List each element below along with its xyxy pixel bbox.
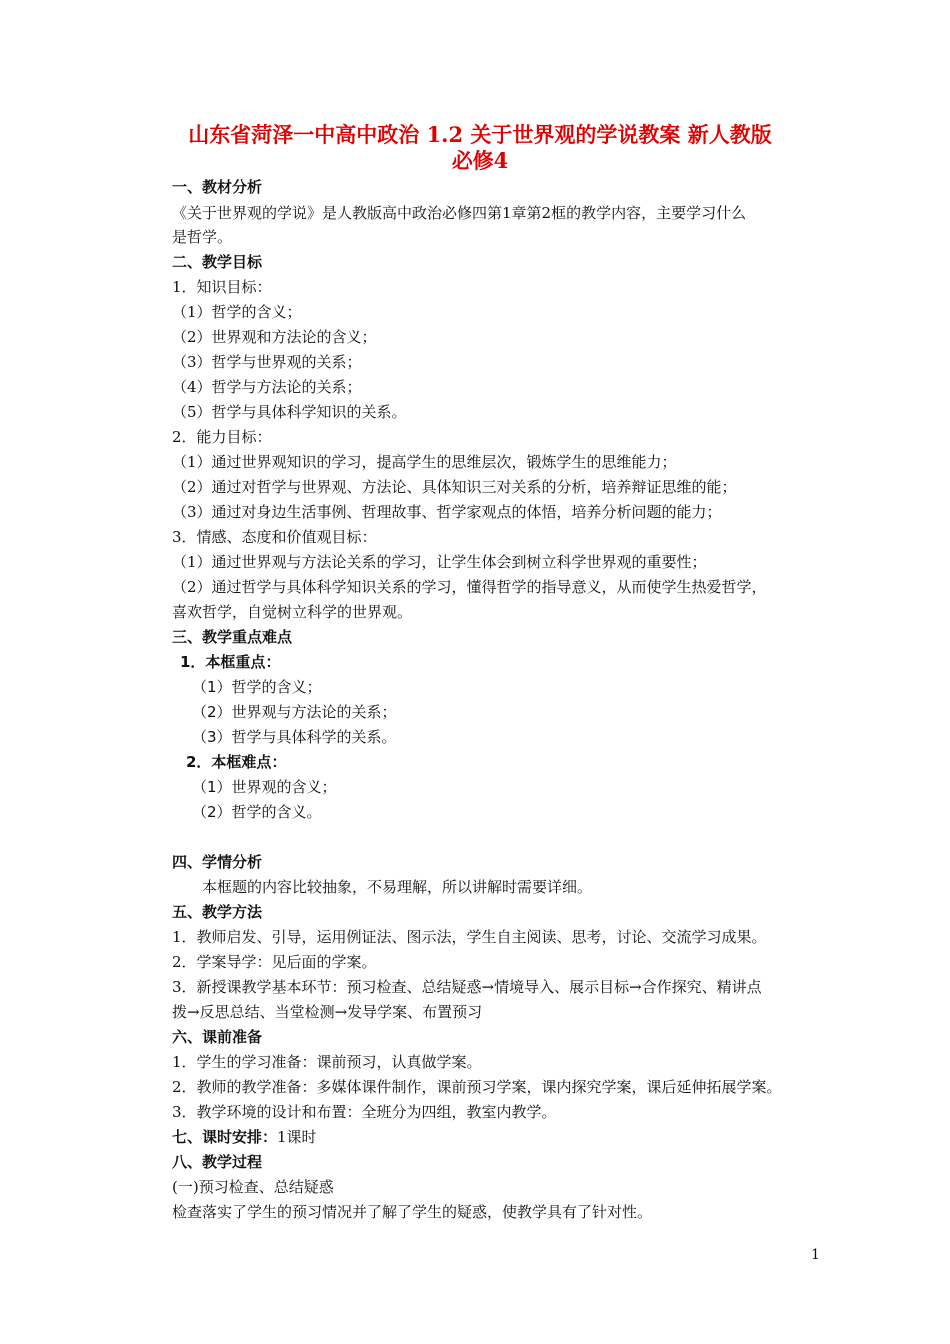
section-heading-teaching-goals: 二、教学目标	[172, 253, 263, 271]
subheading: 3．情感、态度和价值观目标：	[172, 528, 377, 546]
paragraph: 1．教师启发、引导，运用例证法、图示法，学生自主阅读、思考，讨论、交流学习成果。	[172, 928, 767, 946]
section-heading-teaching-methods: 五、教学方法	[172, 903, 263, 921]
paragraph: 2．学案导学：见后面的学案。	[172, 953, 377, 971]
paragraph: 《关于世界观的学说》是人教版高中政治必修四第1章第2框的教学内容，主要学习什么	[172, 204, 747, 222]
list-item: （2）通过哲学与具体科学知识关系的学习，懂得哲学的指导意义，从而使学生热爱哲学，	[172, 578, 767, 596]
paragraph: 本框题的内容比较抽象，不易理解，所以讲解时需要详细。	[202, 878, 593, 896]
section-heading-teaching-process: 八、教学过程	[172, 1153, 263, 1171]
paragraph: 1．学生的学习准备：课前预习，认真做学案。	[172, 1053, 482, 1071]
list-item: （5）哲学与具体科学知识的关系。	[172, 403, 407, 421]
section-heading-key-points: 三、教学重点难点	[172, 628, 293, 646]
subheading: 2．本框难点：	[186, 753, 287, 771]
paragraph: 2．教师的教学准备：多媒体课件制作，课前预习学案，课内探究学案，课后延伸拓展学案。	[172, 1078, 782, 1096]
list-item: （1）哲学的含义；	[192, 678, 322, 696]
list-item: （3）哲学与具体科学的关系。	[192, 728, 397, 746]
page-number: 1	[811, 1247, 820, 1263]
list-item: （1）哲学的含义；	[172, 303, 302, 321]
subheading: 1．知识目标：	[172, 278, 272, 296]
subheading: 1．本框重点：	[180, 653, 281, 671]
list-item: （1）通过世界观知识的学习，提高学生的思维层次，锻炼学生的思维能力；	[172, 453, 677, 471]
paragraph: 3．新授课教学基本环节：预习检查、总结疑惑→情境导入、展示目标→合作探究、精讲点	[172, 978, 762, 996]
list-item-continued: 喜欢哲学，自觉树立科学的世界观。	[172, 603, 413, 621]
class-hours-line	[172, 1127, 317, 1147]
list-item: （3）哲学与世界观的关系；	[172, 353, 362, 371]
list-item: （4）哲学与方法论的关系；	[172, 378, 362, 396]
subheading: 2．能力目标：	[172, 428, 272, 446]
paragraph: 是哲学。	[172, 228, 233, 246]
paragraph: 3．教学环境的设计和布置：全班分为四组，教室内教学。	[172, 1103, 557, 1121]
class-hours-value: 1课时	[277, 1128, 317, 1146]
paragraph: 检查落实了学生的预习情况并了解了学生的疑惑，使教学具有了针对性。	[172, 1203, 653, 1221]
list-item: （1）世界观的含义；	[192, 778, 337, 796]
list-item: （1）通过世界观与方法论关系的学习，让学生体会到树立科学世界观的重要性；	[172, 553, 707, 571]
document-title-continued: 必修4	[451, 148, 509, 173]
list-item: （2）世界观和方法论的含义；	[172, 328, 377, 346]
list-item: （2）世界观与方法论的关系；	[192, 703, 397, 721]
list-item: （2）通过对哲学与世界观、方法论、具体知识三对关系的分析，培养辩证思维的能；	[172, 478, 737, 496]
section-heading-textbook-analysis: 一、教材分析	[172, 178, 263, 196]
section-heading-class-hours: 七、课时安排：	[172, 1128, 278, 1146]
document-title: 山东省菏泽一中高中政治 1.2 关于世界观的学说教案 新人教版	[188, 122, 772, 147]
section-heading-learner-analysis: 四、学情分析	[172, 853, 263, 871]
list-item: （3）通过对身边生活事例、哲理故事、哲学家观点的体悟，培养分析问题的能力；	[172, 503, 722, 521]
subheading: (一)预习检查、总结疑惑	[172, 1178, 334, 1196]
section-heading-preparation: 六、课前准备	[172, 1028, 263, 1046]
list-item: （2）哲学的含义。	[192, 803, 322, 821]
paragraph-continued: 拨→反思总结、当堂检测→发导学案、布置预习	[172, 1003, 483, 1021]
